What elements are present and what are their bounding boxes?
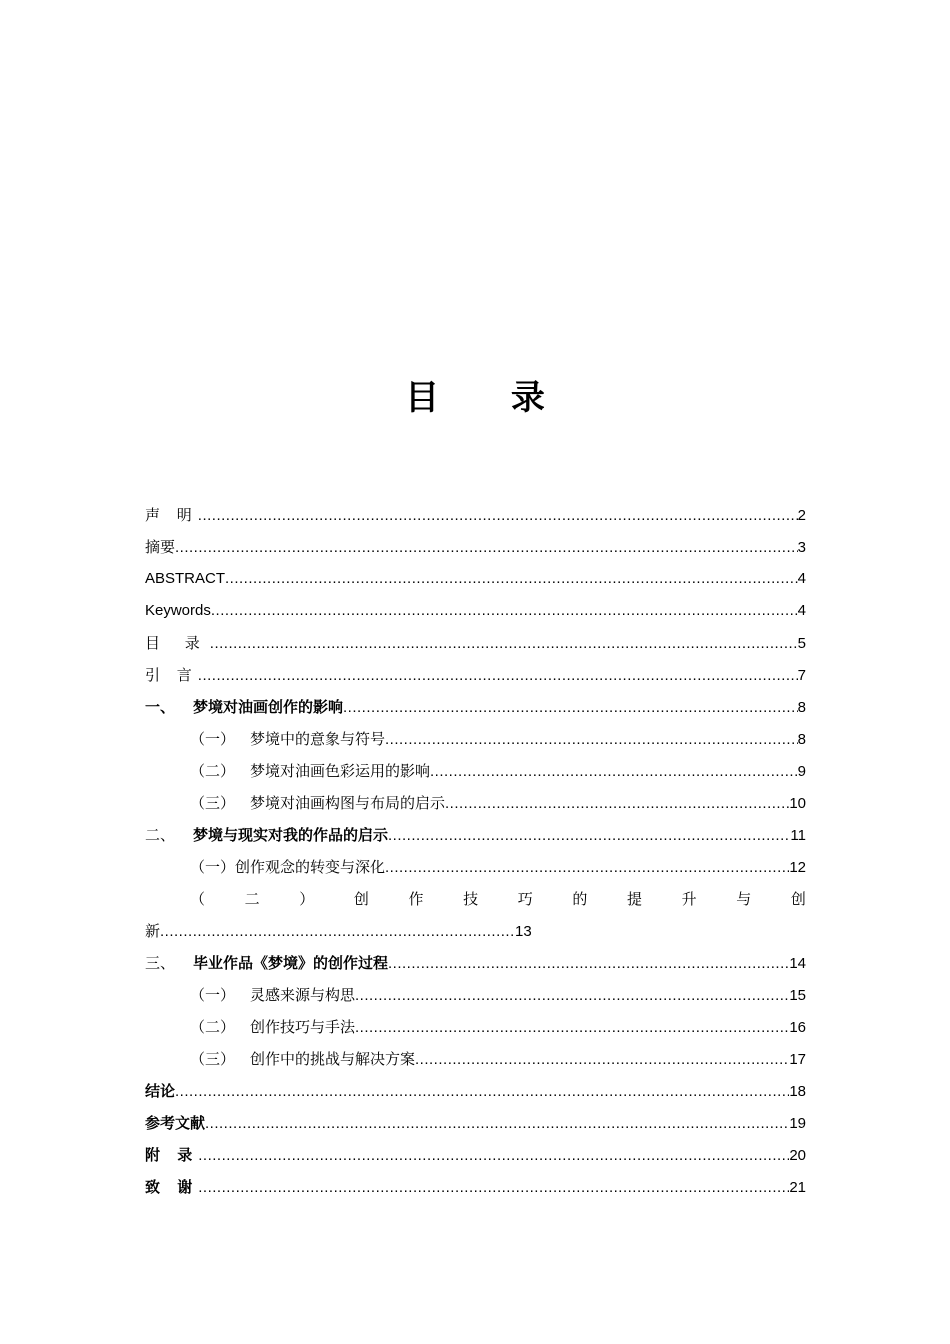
toc-page-number: 21 — [789, 1179, 806, 1196]
toc-leader — [445, 791, 789, 817]
toc-char: 二 — [244, 890, 260, 908]
toc-label: 参考文献 — [145, 1114, 206, 1132]
toc-entry-chapter-2[interactable] — [145, 822, 806, 854]
toc-chapter-number: 二、 — [145, 826, 176, 844]
toc-entry-section-2-2-line2[interactable] — [145, 918, 806, 950]
toc-label: 声 明 — [145, 506, 198, 524]
toc-page-number: 4 — [797, 602, 806, 619]
toc-leader — [198, 663, 798, 689]
toc-chapter-title: 毕业作品《梦境》的创作过程 — [193, 954, 389, 972]
toc-entry-section-1-3[interactable] — [145, 790, 806, 822]
toc-label — [190, 726, 385, 752]
toc-leader — [415, 1047, 789, 1073]
toc-section-number: （一） — [190, 986, 236, 1004]
toc-section-number: （一） — [190, 730, 236, 748]
toc-label: Keywords — [145, 602, 211, 619]
toc-char: 的 — [572, 890, 588, 908]
toc-entry-section-1-1[interactable] — [145, 726, 806, 758]
toc-page-number: 4 — [797, 570, 806, 587]
toc-page-number: 12 — [789, 859, 806, 876]
toc-label — [190, 982, 355, 1008]
toc-page-number: 5 — [797, 635, 806, 652]
toc-leader — [355, 1015, 789, 1041]
toc-chapter-number: 三、 — [145, 954, 176, 972]
toc-leader — [355, 983, 789, 1009]
toc-page-number: 8 — [797, 731, 806, 748]
toc-leader — [385, 855, 789, 881]
toc-label: ABSTRACT — [145, 570, 226, 587]
toc-section-title: 梦境中的意象与符号 — [250, 730, 386, 748]
toc-leader — [225, 566, 798, 592]
toc-section-number: （三） — [190, 794, 236, 812]
toc-page-number: 11 — [790, 827, 806, 844]
toc-section-title: 梦境对油画构图与布局的启示 — [250, 794, 446, 812]
toc-leader — [198, 1143, 789, 1169]
toc-leader — [343, 695, 798, 721]
toc-char: 与 — [736, 890, 752, 908]
toc-label — [190, 1014, 355, 1040]
toc-page-number: 16 — [789, 1019, 806, 1036]
toc-label: 附 录 — [145, 1146, 199, 1164]
toc-entry-mulu[interactable] — [145, 630, 806, 662]
toc-entry-abstract[interactable] — [145, 566, 806, 598]
toc-entry-zhixie[interactable] — [145, 1174, 806, 1206]
toc-section-number: （二） — [190, 1018, 236, 1036]
toc-leader — [211, 598, 798, 624]
toc-page-number: 3 — [797, 539, 806, 556]
toc-label — [190, 758, 430, 784]
toc-label — [145, 822, 388, 848]
toc-page-number: 14 — [789, 955, 806, 972]
toc-label: 新 — [145, 922, 161, 940]
toc-leader — [430, 759, 798, 785]
toc-char: （ — [190, 890, 206, 908]
toc-entry-shengming[interactable] — [145, 502, 806, 534]
toc-page-number: 9 — [797, 763, 806, 780]
toc-label: 目 录 — [145, 634, 210, 652]
toc-label: 结论 — [145, 1082, 176, 1100]
toc-label — [190, 1046, 415, 1072]
toc-entry-section-1-2[interactable] — [145, 758, 806, 790]
toc-page-number: 20 — [789, 1147, 806, 1164]
toc-entry-chapter-1[interactable] — [145, 694, 806, 726]
toc-label — [145, 694, 343, 720]
toc-entry-fulu[interactable] — [145, 1142, 806, 1174]
toc-entry-section-3-3[interactable] — [145, 1046, 806, 1078]
toc-section-number: （三） — [190, 1050, 236, 1068]
toc-page-number: 2 — [797, 507, 806, 524]
toc-label: 摘要 — [145, 538, 176, 556]
toc-leader — [160, 919, 515, 945]
toc-section-title: 灵感来源与构思 — [250, 986, 356, 1004]
toc-section-title: 创作技巧与手法 — [250, 1018, 356, 1036]
page-title: 目 录 — [405, 378, 575, 418]
toc-label — [190, 790, 445, 816]
toc-label: （一）创作观念的转变与深化 — [190, 858, 386, 876]
toc-char: ） — [299, 890, 315, 908]
toc-section-title: 创作中的挑战与解决方案 — [250, 1050, 416, 1068]
toc-leader — [205, 1111, 789, 1137]
toc-page-number: 18 — [789, 1083, 806, 1100]
toc-page-number: 17 — [789, 1051, 806, 1068]
toc-leader — [175, 535, 798, 561]
toc-entry-section-3-1[interactable] — [145, 982, 806, 1014]
toc-char: 巧 — [517, 890, 533, 908]
toc-entry-jielun[interactable] — [145, 1078, 806, 1110]
toc-entry-zhaiyao[interactable] — [145, 534, 806, 566]
table-of-contents — [145, 502, 806, 1206]
toc-label: 引 言 — [145, 666, 198, 684]
toc-page-number: 7 — [797, 667, 806, 684]
toc-section-title: 梦境对油画色彩运用的影响 — [250, 762, 431, 780]
toc-leader — [175, 1079, 789, 1105]
toc-char: 升 — [681, 890, 697, 908]
toc-entry-cankao[interactable] — [145, 1110, 806, 1142]
toc-label — [145, 950, 388, 976]
toc-leader — [388, 823, 790, 849]
toc-char: 技 — [463, 890, 479, 908]
toc-entry-chapter-3[interactable] — [145, 950, 806, 982]
toc-chapter-number: 一、 — [145, 698, 176, 716]
toc-justified-label — [190, 886, 806, 912]
toc-entry-section-2-1[interactable] — [145, 854, 806, 886]
toc-entry-keywords[interactable] — [145, 598, 806, 630]
toc-char: 提 — [627, 890, 643, 908]
toc-page-number: 10 — [789, 795, 806, 812]
toc-char: 作 — [408, 890, 424, 908]
toc-leader — [385, 727, 798, 753]
toc-leader — [198, 1175, 789, 1201]
toc-chapter-title: 梦境与现实对我的作品的启示 — [193, 826, 389, 844]
toc-leader — [198, 503, 798, 529]
toc-entry-section-3-2[interactable] — [145, 1014, 806, 1046]
toc-page-number: 19 — [789, 1115, 806, 1132]
toc-entry-yinyan[interactable] — [145, 662, 806, 694]
toc-leader — [210, 631, 798, 657]
toc-chapter-title: 梦境对油画创作的影响 — [193, 698, 344, 716]
toc-page-number: 15 — [789, 987, 806, 1004]
toc-entry-section-2-2-line1[interactable] — [145, 886, 806, 918]
toc-page-number: 8 — [797, 699, 806, 716]
toc-char: 创 — [353, 890, 369, 908]
toc-leader — [388, 951, 789, 977]
toc-char: 创 — [790, 890, 806, 908]
toc-page-number: 13 — [515, 923, 532, 940]
toc-label: 致 谢 — [145, 1178, 199, 1196]
toc-section-number: （二） — [190, 762, 236, 780]
